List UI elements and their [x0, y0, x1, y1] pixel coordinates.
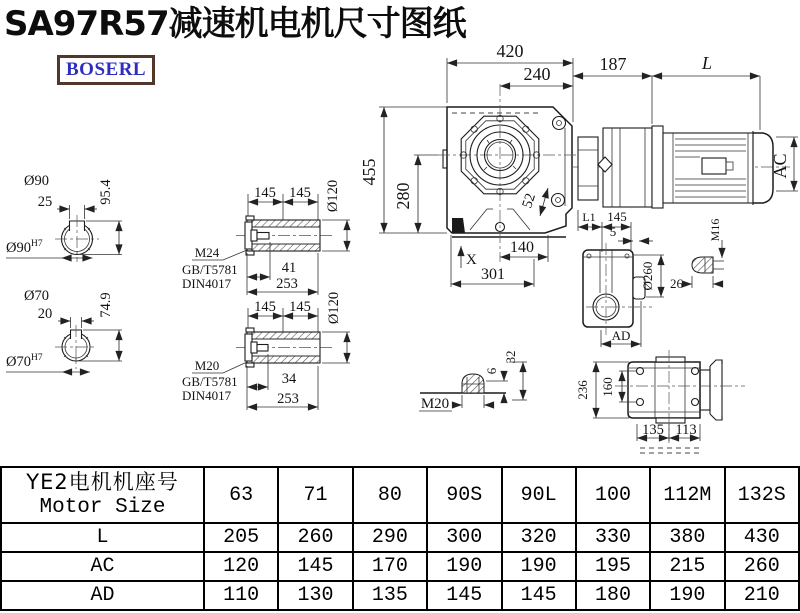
dim-145-b2: 145 [289, 299, 311, 315]
dim-x: X [466, 252, 477, 268]
dim-145-side: 145 [607, 209, 627, 224]
label-din-a: DIN4017 [182, 276, 232, 291]
dim-187: 187 [599, 54, 627, 74]
dim-bore90: $Ø90^{H7}$ [6, 239, 43, 256]
table-cell: 145 [278, 552, 352, 581]
frame-size-col: 63 [204, 467, 278, 523]
table-cell: 320 [502, 523, 576, 552]
table-cell: 205 [204, 523, 278, 552]
dim-455: 455 [359, 158, 379, 186]
table-cell: 215 [650, 552, 724, 581]
label-din-b: DIN4017 [182, 388, 232, 403]
frame-size-col: 90S [427, 467, 501, 523]
brand-logo: BOSERL [57, 55, 155, 85]
dim-AD: AD [611, 328, 631, 343]
dim-32: 32 [503, 350, 518, 364]
dim-120-b: Ø120 [326, 291, 342, 325]
dim-140: 140 [510, 239, 534, 256]
page-title: SA97R57减速机电机尺寸图纸 [4, 4, 466, 44]
table-cell: 190 [427, 552, 501, 581]
motor-size-header [1, 467, 204, 523]
table-cell: 190 [502, 552, 576, 581]
label-M20: M20 [194, 358, 220, 373]
table-row-AD [1, 581, 799, 610]
dim-41: 41 [281, 260, 297, 276]
dim-52: 52 [519, 191, 540, 211]
frame-size-col: 100 [576, 467, 650, 523]
frame-size-col: 132S [725, 467, 799, 523]
table-row-L [1, 523, 799, 552]
row-label: L [1, 523, 204, 552]
label-gb-b: GB/T5781 [182, 374, 238, 389]
dim-260: Ø260 [640, 261, 655, 291]
dim-25: 25 [37, 194, 53, 210]
table-cell: 210 [725, 581, 799, 610]
dim-95-4: 95.4 [98, 179, 114, 205]
dim-20: 20 [37, 306, 53, 322]
dim-420: 420 [496, 41, 524, 61]
table-cell: 110 [204, 581, 278, 610]
dim-113: 113 [675, 422, 697, 438]
motor-side-view [572, 53, 798, 208]
table-cell: 330 [576, 523, 650, 552]
dim-34: 34 [281, 371, 297, 387]
hollow-shaft-section-b [182, 292, 350, 410]
table-cell: 195 [576, 552, 650, 581]
table-cell: 180 [576, 581, 650, 610]
table-cell: 260 [278, 523, 352, 552]
dim-160: 160 [600, 377, 615, 397]
table-cell: 190 [650, 581, 724, 610]
table-cell: 430 [725, 523, 799, 552]
motor-size-table [0, 466, 800, 611]
table-cell: 120 [204, 552, 278, 581]
dim-135: 135 [642, 422, 664, 438]
dim-253-b: 253 [277, 391, 299, 407]
bottom-view [575, 350, 745, 453]
table-header-row [1, 467, 799, 523]
label-M24: M24 [194, 245, 220, 260]
table-cell: 300 [427, 523, 501, 552]
dim-dia70: Ø70 [24, 288, 49, 304]
shaft-section-70 [6, 288, 122, 372]
label-gb-a: GB/T5781 [182, 262, 238, 277]
dim-bore70: $Ø70^{H7}$ [6, 353, 43, 370]
dim-253-a: 253 [276, 276, 298, 292]
table-cell: 145 [427, 581, 501, 610]
row-label: AD [1, 581, 204, 610]
dim-74-9: 74.9 [98, 292, 114, 318]
dim-240: 240 [523, 64, 551, 84]
table-cell: 260 [725, 552, 799, 581]
dim-236: 236 [575, 380, 590, 400]
gearbox-side-view [578, 209, 664, 347]
plug-detail-m20 [419, 351, 527, 413]
header-en: Motor Size [39, 496, 166, 519]
table-cell: 170 [353, 552, 427, 581]
dim-280: 280 [393, 182, 413, 210]
table-cell: 135 [353, 581, 427, 610]
table-cell: 145 [502, 581, 576, 610]
dim-M20-plug: M20 [420, 396, 450, 412]
front-view [359, 41, 580, 287]
table-row-AC [1, 552, 799, 581]
table-cell: 380 [650, 523, 724, 552]
dim-L: L [701, 53, 713, 73]
frame-size-col: 112M [650, 467, 724, 523]
table-cell: 130 [278, 581, 352, 610]
dim-145-b1: 145 [254, 299, 276, 315]
frame-size-col: 90L [502, 467, 576, 523]
dim-AC: AC [770, 153, 790, 179]
frame-size-col: 71 [278, 467, 352, 523]
dim-301: 301 [481, 266, 505, 283]
hollow-shaft-section-a [182, 180, 350, 295]
row-label: AC [1, 552, 204, 581]
dim-5: 5 [609, 224, 617, 239]
shaft-section-90 [6, 173, 122, 262]
dim-120-a: Ø120 [325, 179, 341, 213]
dim-L1: L1 [582, 210, 596, 224]
frame-size-col: 80 [353, 467, 427, 523]
shaft-end-detail-m16 [670, 219, 724, 291]
dim-26: 26 [670, 276, 683, 291]
table-cell: 290 [353, 523, 427, 552]
header-cn: YE2电机机座号 [26, 470, 179, 494]
dim-145-a1: 145 [254, 185, 276, 201]
dim-M16: M16 [708, 218, 722, 242]
dim-145-a2: 145 [289, 185, 311, 201]
dim-6: 6 [484, 367, 499, 375]
dim-dia90: Ø90 [24, 173, 49, 189]
